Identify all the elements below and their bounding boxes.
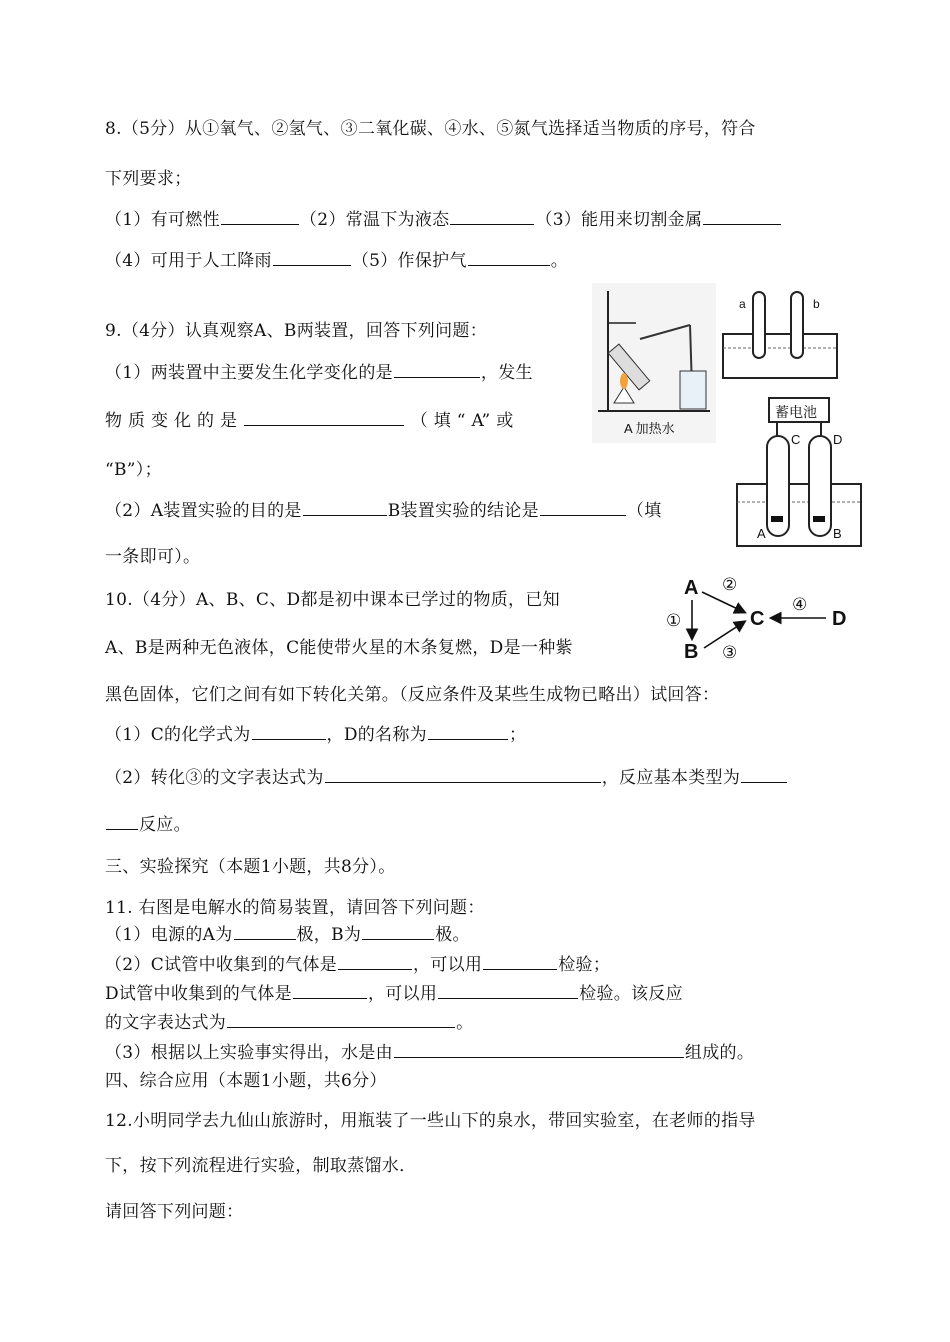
q11-blank-6[interactable] [438,997,578,999]
figure-b-label-a: a [739,297,746,311]
q11-blank-1[interactable] [234,938,296,940]
q10-blank-4[interactable] [741,781,787,783]
q12-line-1: 12.小明同学去九仙山旅游时，用瓶装了一些山下的泉水，带回实验室，在老师的指导 [105,1111,756,1131]
q11-text-3c: 检验； [558,955,611,975]
q9-text-5b: B装置实验的结论是 [387,501,539,521]
section-4-heading: 四、综合应用（本题1小题，共6分） [105,1071,387,1091]
q9-blank-3[interactable] [303,514,387,516]
q11-text-5b: 。 [456,1013,474,1033]
section-3-heading: 三、实验探究（本题1小题，共8分）。 [105,857,396,877]
q8-part-2: （2）常温下为液态 [299,210,450,230]
q10-text-5a: （2）转化③的文字表达式为 [105,768,324,788]
q10-line-1: 10.（4分）A、B、C、D都是初中课本已学过的物质，已知 [105,590,560,610]
arrow-a-to-c [702,592,744,612]
q10-transformation-diagram [664,572,854,664]
q11-blank-4[interactable] [483,968,557,970]
q8-part-3: （3）能用来切割金属 [535,210,703,230]
q8-line-1: 8.（5分）从①氧气、②氢气、③二氧化碳、④水、⑤氮气选择适当物质的序号，符合 [105,119,756,139]
q10-blank-1[interactable] [252,738,326,740]
q11-text-2a: （1）电源的A为 [105,925,233,945]
q9-line-5 [105,496,662,521]
q9-line-2 [105,358,533,383]
q8-blank-5[interactable] [468,264,550,266]
q9-blank-1[interactable] [394,376,480,378]
q9-text-2a: （1）两装置中主要发生化学变化的是 [105,363,393,383]
arrow-label-4: ④ [792,595,808,614]
figure-a-caption: A 加热水 [624,421,675,436]
q10-text-4c: ； [508,725,527,745]
q8-line-3 [105,205,782,230]
q8-part-5: （5）作保护气 [351,251,467,271]
q10-line-2: A、B是两种无色液体，C能使带火星的木条复燃，D是一种紫 [105,638,573,658]
q9-blank-4[interactable] [540,514,626,516]
q12-line-2: 下，按下列流程进行实验，制取蒸馏水． [105,1156,417,1176]
q11-line-3 [105,950,610,975]
q10-text-5b: ，反应基本类型为 [601,768,741,788]
q11-text-2b: 极，B为 [296,925,362,945]
q11-text-3b: ，可以用 [413,955,483,975]
q8-line-2: 下列要求； [105,169,192,189]
q11-text-5a: 的文字表达式为 [105,1013,227,1033]
node-b: B [684,641,699,663]
q9-line-4: “B”）； [105,460,162,480]
q8-part-1: （1）有可燃性 [105,210,220,230]
q8-blank-2[interactable] [450,223,534,225]
q9-blank-2[interactable] [244,424,404,426]
q9-text-2b: ，发生 [480,363,533,383]
q9-line-6: 一条即可）。 [105,547,201,567]
q10-text-6: 反应。 [139,815,191,835]
q9-text-5a: （2）A装置实验的目的是 [105,501,302,521]
q10-line-3: 黑色固体，它们之间有如下转化关第。（反应条件及某些生成物已略出）试回答： [105,685,720,705]
q10-line-4 [105,720,526,745]
label-c: C [791,432,801,447]
q8-end: 。 [550,251,569,271]
q9-line-3 [105,406,514,431]
q10-text-4a: （1）C的化学式为 [105,725,251,745]
q11-line-1: 11. 右图是电解水的简易装置，请回答下列问题： [105,898,485,918]
q11-text-4b: ，可以用 [367,984,438,1004]
figure-electrolysis [727,390,867,552]
q10-line-5 [105,763,788,788]
arrow-label-3: ③ [722,643,738,662]
q8-line-4 [105,246,568,271]
q11-line-4 [105,979,683,1004]
q11-blank-7[interactable] [227,1026,455,1028]
q11-text-2c: 极。 [435,925,470,945]
q11-text-6a: （3）根据以上实验事实得出，水是由 [105,1043,393,1063]
q10-blank-4-cont[interactable] [106,828,138,830]
q11-blank-2[interactable] [362,938,434,940]
figure-b-label-b: b [813,297,820,311]
figure-b-gas-collection [717,286,843,382]
q11-text-4a: D试管中收集到的气体是 [105,984,292,1004]
arrow-label-2: ② [722,575,738,594]
q9-text-3a: 物 质 变 化 的 是 [105,411,238,431]
label-a: A [757,526,766,541]
q10-blank-2[interactable] [428,738,508,740]
q11-blank-8[interactable] [394,1056,684,1058]
q11-blank-3[interactable] [338,968,412,970]
q11-text-4c: 检验。该反应 [579,984,683,1004]
label-d: D [833,432,843,447]
q8-part-4: （4）可用于人工降雨 [105,251,272,271]
q11-line-2 [105,920,470,945]
q10-text-4b: ，D的名称为 [326,725,427,745]
arrow-label-1: ① [666,611,682,630]
q9-text-3b: （ 填 “ A” 或 [410,411,514,431]
q8-blank-4[interactable] [273,264,351,266]
q11-text-3a: （2）C试管中收集到的气体是 [105,955,338,975]
node-d: D [832,608,847,630]
q9-text-5c: （填 [626,501,662,521]
label-b: B [833,526,842,541]
q12-line-3: 请回答下列问题： [105,1202,244,1222]
q8-blank-3[interactable] [703,223,781,225]
battery-label: 蓄电池 [775,404,817,420]
q9-line-1: 9.（4分）认真观察A、B两装置，回答下列问题： [105,321,488,341]
q8-blank-1[interactable] [221,223,299,225]
q10-blank-3[interactable] [325,781,601,783]
node-a: A [684,577,699,599]
figure-a-heating-water [592,283,716,443]
q11-blank-5[interactable] [293,997,367,999]
q11-line-6 [105,1038,754,1063]
q10-line-6 [105,810,191,835]
q11-line-5 [105,1008,473,1033]
node-c: C [750,608,765,630]
q11-text-6b: 组成的。 [684,1043,755,1063]
